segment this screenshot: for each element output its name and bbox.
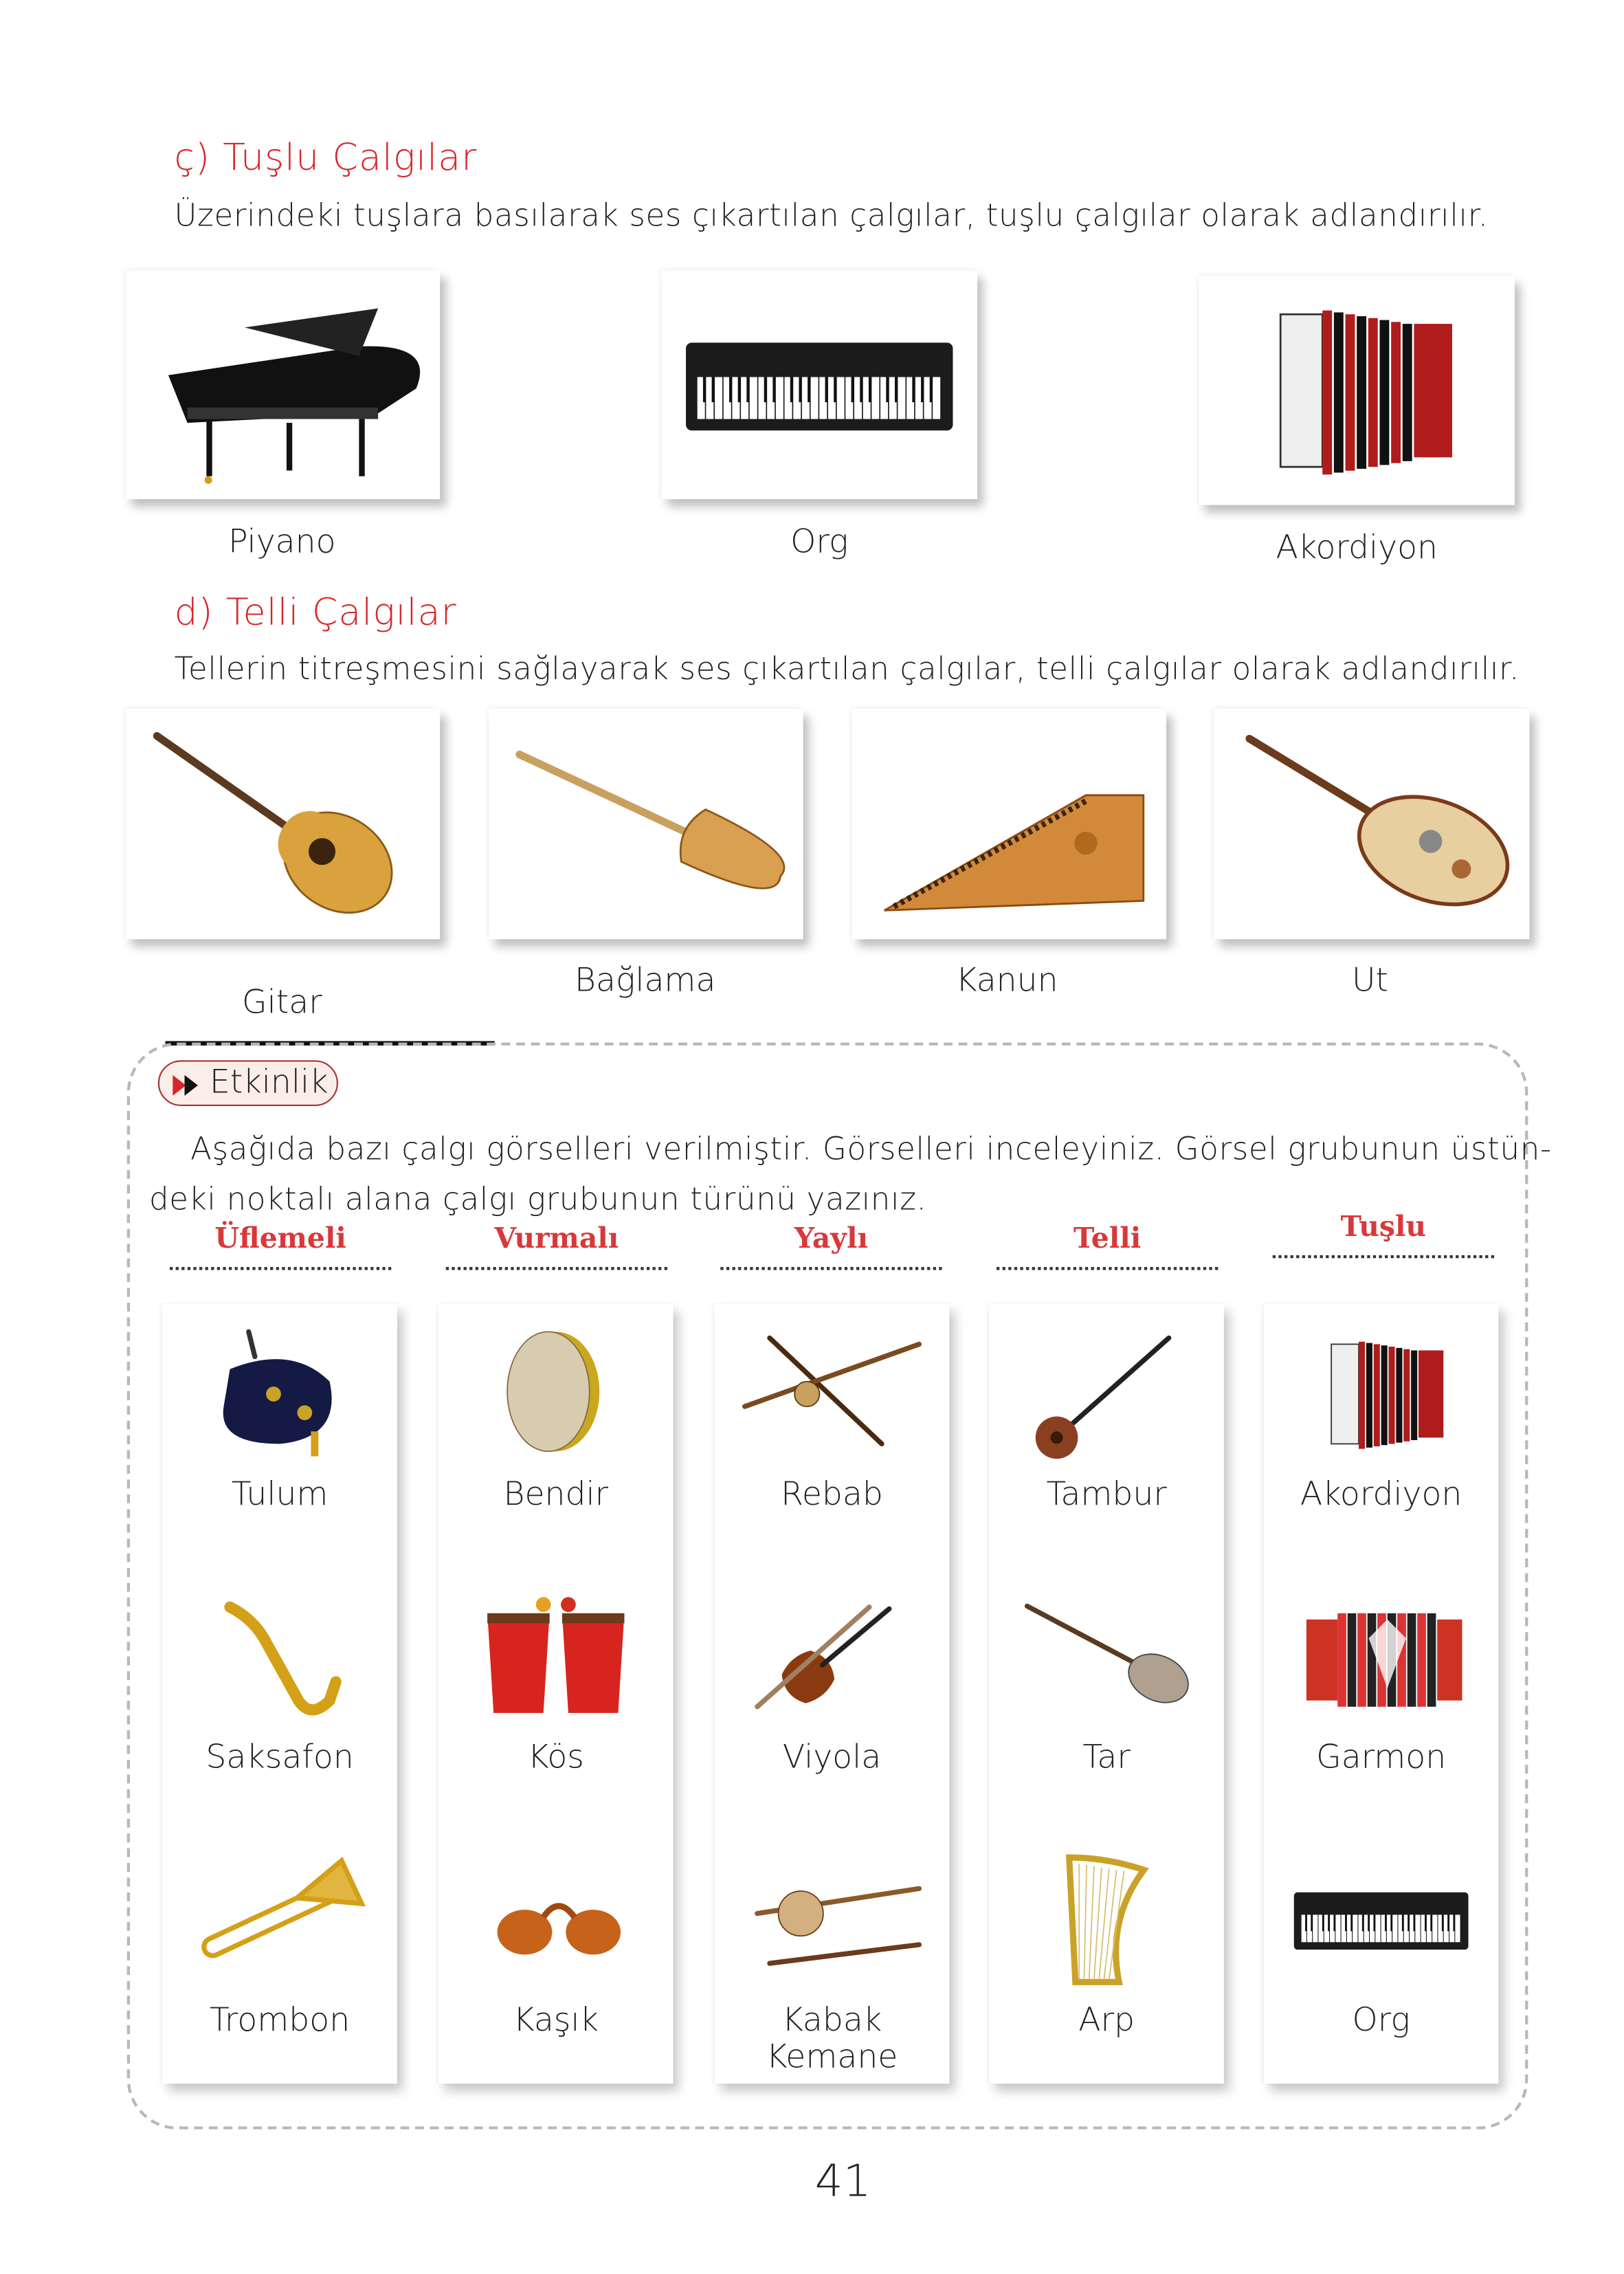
instrument-name: Garmon xyxy=(1316,1739,1447,1777)
kanun-label: Kanun xyxy=(955,962,1058,1000)
activity-badge-label: Etkinlik xyxy=(210,1064,329,1102)
answer-text: Tuşlu xyxy=(1337,1211,1429,1244)
instrument-item xyxy=(162,1304,397,1564)
oud-label: Ut xyxy=(1351,962,1389,1000)
instrument-item xyxy=(715,1304,950,1564)
instrument-item xyxy=(715,1567,950,1826)
instrument-name: Tulum xyxy=(231,1477,329,1514)
piano-label: Piyano xyxy=(228,524,336,562)
page-number: 41 xyxy=(814,2156,871,2208)
instrument-item xyxy=(438,1830,674,2090)
accordion-label: Akordiyon xyxy=(1276,530,1438,567)
instrument-item xyxy=(1264,1830,1499,2090)
play-arrow-icon xyxy=(185,1075,198,1096)
instrument-card xyxy=(1264,1304,1499,2084)
tar-icon xyxy=(1007,1576,1206,1738)
section-d-heading: d) Telli Çalgılar xyxy=(174,590,457,634)
activity-badge xyxy=(158,1060,338,1106)
answer-text: Vurmalı xyxy=(491,1223,621,1255)
instrument-name: Bendir xyxy=(503,1477,609,1514)
instrument-card xyxy=(162,1304,397,2084)
frame-drum-icon xyxy=(456,1313,656,1475)
instrument-name: Tar xyxy=(1082,1739,1131,1777)
garmon-icon xyxy=(1282,1576,1481,1738)
baglama-image xyxy=(489,709,803,939)
instrument-card xyxy=(715,1304,950,2084)
instrument-item xyxy=(989,1567,1224,1826)
trombone-icon xyxy=(180,1839,379,2001)
viola-icon xyxy=(733,1576,932,1738)
answer-text: Telli xyxy=(1071,1223,1144,1255)
instrument-item xyxy=(162,1830,397,2090)
instrument-name: Kös xyxy=(527,1739,584,1777)
kabak-kemane-icon xyxy=(733,1839,932,2001)
instrument-card xyxy=(438,1304,674,2084)
section-c-description: Üzerindeki tuşlara basılarak ses çıkartılan çalgılar, tuşlu çalgılar olarak adlandırılır. xyxy=(174,197,1489,234)
oud-image xyxy=(1214,709,1530,939)
instrument-name: Akordiyon xyxy=(1300,1477,1462,1514)
baglama-label: Bağlama xyxy=(575,962,716,1000)
instrument-item xyxy=(1264,1567,1499,1826)
instrument-item xyxy=(715,1830,950,2090)
instrument-item xyxy=(162,1567,397,1826)
instrument-item xyxy=(989,1830,1224,2090)
accordion-image xyxy=(1199,276,1515,505)
tambur-icon xyxy=(1007,1313,1206,1475)
org-image xyxy=(661,270,977,499)
guitar-label: Gitar xyxy=(241,984,322,1022)
answer-text: Üflemeli xyxy=(212,1223,349,1255)
harp-icon xyxy=(1007,1839,1206,2001)
activity-instruction-line1: Aşağıda bazı çalgı görselleri verilmiştir. Görselleri inceleyiniz. Görsel grubunun üstün- xyxy=(190,1131,1552,1167)
instrument-name: Saksafon xyxy=(205,1739,354,1777)
answer-field-4[interactable] xyxy=(997,1223,1218,1270)
answer-field-1[interactable] xyxy=(170,1223,391,1270)
instrument-name: Kaşık xyxy=(513,2002,599,2040)
answer-field-5[interactable] xyxy=(1273,1211,1494,1259)
instrument-item xyxy=(989,1304,1224,1564)
instrument-name: Rebab xyxy=(781,1477,883,1514)
instrument-name: Viyola xyxy=(782,1739,882,1777)
drums-icon xyxy=(456,1576,656,1738)
keyboard-icon xyxy=(1282,1839,1481,2001)
rebab-icon xyxy=(733,1313,932,1475)
instrument-name: Trombon xyxy=(210,2002,351,2040)
instrument-item xyxy=(438,1567,674,1826)
instrument-name: Arp xyxy=(1078,2002,1135,2040)
saxophone-icon xyxy=(180,1576,379,1738)
instrument-item xyxy=(1264,1304,1499,1564)
section-c-heading: ç) Tuşlu Çalgılar xyxy=(174,135,478,179)
kanun-image xyxy=(852,709,1167,939)
accordion-icon xyxy=(1282,1313,1481,1475)
instrument-name: Org xyxy=(1352,2002,1410,2040)
instrument-item xyxy=(438,1304,674,1564)
org-label: Org xyxy=(790,524,849,562)
bagpipe-icon xyxy=(180,1313,379,1475)
answer-text: Yaylı xyxy=(792,1223,871,1255)
piano-image xyxy=(126,270,441,499)
instrument-name: Kabak Kemane xyxy=(766,2002,898,2077)
spoons-icon xyxy=(456,1839,656,2001)
guitar-image xyxy=(126,709,441,939)
instrument-name: Tambur xyxy=(1046,1477,1167,1514)
section-d-description: Tellerin titreşmesini sağlayarak ses çıkartılan çalgılar, telli çalgılar olarak adlandırılır. xyxy=(174,651,1520,687)
answer-field-2[interactable] xyxy=(446,1223,667,1270)
activity-instruction-line2: deki noktalı alana çalgı grubunun türünü yazınız. xyxy=(148,1181,927,1217)
instrument-card xyxy=(989,1304,1224,2084)
answer-field-3[interactable] xyxy=(720,1223,942,1270)
